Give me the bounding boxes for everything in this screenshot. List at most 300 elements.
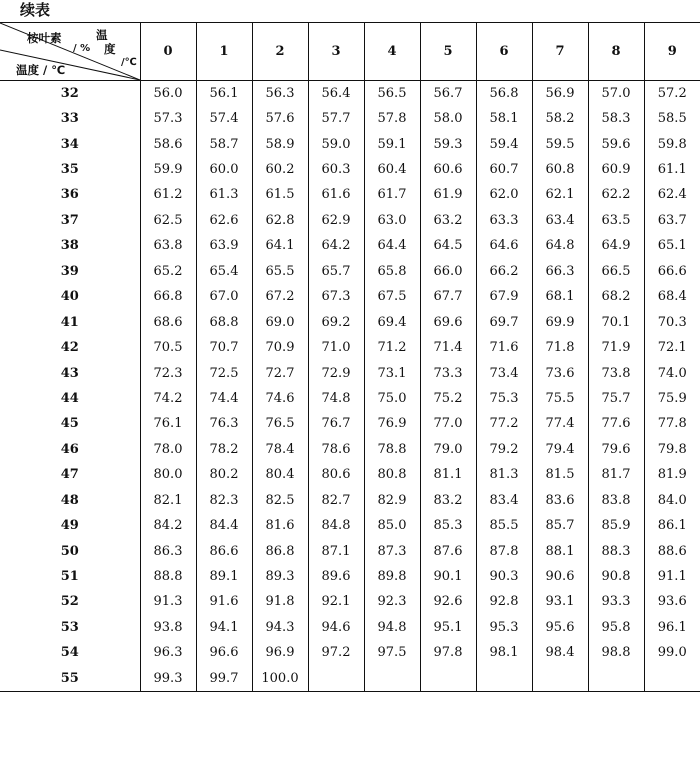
value-cell: 60.3 xyxy=(308,157,364,182)
value-cell xyxy=(364,666,420,691)
value-cell: 56.5 xyxy=(364,81,420,106)
value-cell: 56.4 xyxy=(308,81,364,106)
value-cell: 83.8 xyxy=(588,488,644,513)
row-temperature-cell: 43 xyxy=(60,365,79,381)
table-row xyxy=(0,386,700,411)
column-header: 5 xyxy=(420,23,476,81)
value-cell: 70.5 xyxy=(140,335,196,360)
row-temperature-cell: 42 xyxy=(60,340,79,356)
value-cell: 84.8 xyxy=(308,513,364,538)
value-cell: 58.6 xyxy=(140,131,196,156)
value-cell: 62.6 xyxy=(196,208,252,233)
table-row xyxy=(0,259,700,284)
value-cell: 70.1 xyxy=(588,309,644,334)
row-temperature-cell: 39 xyxy=(60,263,79,279)
value-cell xyxy=(476,666,532,691)
value-cell: 72.7 xyxy=(252,360,308,385)
table-row xyxy=(0,640,700,665)
value-cell: 81.6 xyxy=(252,513,308,538)
table-row xyxy=(0,81,700,106)
header-row xyxy=(0,23,700,81)
table-row xyxy=(0,335,700,360)
value-cell: 79.4 xyxy=(532,437,588,462)
value-cell: 98.1 xyxy=(476,640,532,665)
column-header: 4 xyxy=(364,23,420,81)
value-cell: 80.2 xyxy=(196,462,252,487)
value-cell: 61.7 xyxy=(364,182,420,207)
value-cell: 66.8 xyxy=(140,284,196,309)
table-row xyxy=(0,182,700,207)
value-cell: 80.4 xyxy=(252,462,308,487)
value-cell: 59.8 xyxy=(644,131,700,156)
value-cell: 95.6 xyxy=(532,615,588,640)
value-cell: 58.3 xyxy=(588,106,644,131)
value-cell: 63.5 xyxy=(588,208,644,233)
value-cell: 86.3 xyxy=(140,538,196,563)
table-row xyxy=(0,615,700,640)
value-cell: 57.8 xyxy=(364,106,420,131)
value-cell: 56.8 xyxy=(476,81,532,106)
value-cell: 64.6 xyxy=(476,233,532,258)
value-cell: 92.3 xyxy=(364,589,420,614)
value-cell: 99.7 xyxy=(196,666,252,691)
value-cell: 97.5 xyxy=(364,640,420,665)
value-cell: 74.8 xyxy=(308,386,364,411)
column-header: 0 xyxy=(140,23,196,81)
value-cell: 72.3 xyxy=(140,360,196,385)
corner-label-leaf-moisture: 桉叶素 xyxy=(27,31,62,45)
value-cell: 89.8 xyxy=(364,564,420,589)
value-cell: 65.2 xyxy=(140,259,196,284)
value-cell: 90.3 xyxy=(476,564,532,589)
value-cell: 81.3 xyxy=(476,462,532,487)
table-row xyxy=(0,284,700,309)
value-cell: 95.8 xyxy=(588,615,644,640)
value-cell: 62.4 xyxy=(644,182,700,207)
value-cell: 61.3 xyxy=(196,182,252,207)
value-cell xyxy=(644,666,700,691)
value-cell: 60.6 xyxy=(420,157,476,182)
value-cell: 71.2 xyxy=(364,335,420,360)
value-cell: 87.1 xyxy=(308,538,364,563)
value-cell xyxy=(308,666,364,691)
value-cell: 61.5 xyxy=(252,182,308,207)
value-cell: 63.8 xyxy=(140,233,196,258)
value-cell: 64.8 xyxy=(532,233,588,258)
value-cell: 94.8 xyxy=(364,615,420,640)
column-header: 2 xyxy=(252,23,308,81)
value-cell: 73.4 xyxy=(476,360,532,385)
row-temperature-cell: 44 xyxy=(60,390,79,406)
value-cell: 63.9 xyxy=(196,233,252,258)
value-cell: 75.9 xyxy=(644,386,700,411)
value-cell: 91.3 xyxy=(140,589,196,614)
value-cell: 82.1 xyxy=(140,488,196,513)
row-temperature-cell: 45 xyxy=(60,416,79,432)
value-cell: 69.0 xyxy=(252,309,308,334)
row-temperature-cell: 47 xyxy=(60,467,79,483)
value-cell: 88.3 xyxy=(588,538,644,563)
value-cell: 59.3 xyxy=(420,131,476,156)
value-cell: 81.1 xyxy=(420,462,476,487)
value-cell: 83.4 xyxy=(476,488,532,513)
value-cell: 66.6 xyxy=(644,259,700,284)
value-cell: 61.9 xyxy=(420,182,476,207)
value-cell: 86.8 xyxy=(252,538,308,563)
value-cell: 57.0 xyxy=(588,81,644,106)
value-cell: 91.1 xyxy=(644,564,700,589)
value-cell: 67.2 xyxy=(252,284,308,309)
value-cell: 58.1 xyxy=(476,106,532,131)
value-cell xyxy=(532,666,588,691)
value-cell: 95.1 xyxy=(420,615,476,640)
value-cell: 57.2 xyxy=(644,81,700,106)
table-row xyxy=(0,666,700,691)
value-cell: 63.3 xyxy=(476,208,532,233)
row-temperature-cell: 50 xyxy=(60,543,79,559)
value-cell: 59.0 xyxy=(308,131,364,156)
value-cell: 90.6 xyxy=(532,564,588,589)
value-cell: 67.3 xyxy=(308,284,364,309)
value-cell: 71.6 xyxy=(476,335,532,360)
value-cell: 99.0 xyxy=(644,640,700,665)
value-cell: 80.6 xyxy=(308,462,364,487)
value-cell: 76.1 xyxy=(140,411,196,436)
value-cell: 76.7 xyxy=(308,411,364,436)
column-header: 8 xyxy=(588,23,644,81)
value-cell: 66.5 xyxy=(588,259,644,284)
value-cell: 61.1 xyxy=(644,157,700,182)
value-cell: 85.7 xyxy=(532,513,588,538)
value-cell: 74.2 xyxy=(140,386,196,411)
value-cell: 72.1 xyxy=(644,335,700,360)
value-cell: 57.7 xyxy=(308,106,364,131)
value-cell: 77.8 xyxy=(644,411,700,436)
value-cell: 57.3 xyxy=(140,106,196,131)
table-row xyxy=(0,462,700,487)
value-cell: 88.6 xyxy=(644,538,700,563)
value-cell: 65.5 xyxy=(252,259,308,284)
value-cell: 81.5 xyxy=(532,462,588,487)
value-cell: 61.6 xyxy=(308,182,364,207)
column-header: 6 xyxy=(476,23,532,81)
value-cell: 78.0 xyxy=(140,437,196,462)
value-cell: 64.5 xyxy=(420,233,476,258)
column-header: 9 xyxy=(644,23,700,81)
value-cell: 76.5 xyxy=(252,411,308,436)
value-cell: 68.4 xyxy=(644,284,700,309)
column-header: 3 xyxy=(308,23,364,81)
value-cell: 66.3 xyxy=(532,259,588,284)
value-cell: 56.1 xyxy=(196,81,252,106)
value-cell: 96.3 xyxy=(140,640,196,665)
value-cell: 82.3 xyxy=(196,488,252,513)
table-row xyxy=(0,411,700,436)
value-cell: 97.2 xyxy=(308,640,364,665)
value-cell: 93.3 xyxy=(588,589,644,614)
value-cell: 99.3 xyxy=(140,666,196,691)
value-cell: 90.1 xyxy=(420,564,476,589)
value-cell: 73.8 xyxy=(588,360,644,385)
value-cell: 75.5 xyxy=(532,386,588,411)
value-cell: 58.7 xyxy=(196,131,252,156)
value-cell: 72.5 xyxy=(196,360,252,385)
value-cell: 67.0 xyxy=(196,284,252,309)
table-row xyxy=(0,437,700,462)
corner-label-temp-du: 度 xyxy=(104,42,116,56)
corner-label-row-temperature: 温度 / ℃ xyxy=(16,63,66,77)
value-cell: 69.7 xyxy=(476,309,532,334)
value-cell: 95.3 xyxy=(476,615,532,640)
value-cell: 83.6 xyxy=(532,488,588,513)
corner-label-percent-unit: / % xyxy=(73,43,91,54)
value-cell: 63.0 xyxy=(364,208,420,233)
row-temperature-cell: 36 xyxy=(60,187,79,203)
value-cell: 87.3 xyxy=(364,538,420,563)
value-cell: 85.5 xyxy=(476,513,532,538)
value-cell: 57.4 xyxy=(196,106,252,131)
value-cell: 67.5 xyxy=(364,284,420,309)
column-header: 1 xyxy=(196,23,252,81)
value-cell: 92.1 xyxy=(308,589,364,614)
value-cell: 56.9 xyxy=(532,81,588,106)
value-cell: 85.9 xyxy=(588,513,644,538)
table-row xyxy=(0,513,700,538)
value-cell: 67.7 xyxy=(420,284,476,309)
value-cell: 64.4 xyxy=(364,233,420,258)
value-cell: 76.3 xyxy=(196,411,252,436)
value-cell: 82.5 xyxy=(252,488,308,513)
value-cell: 61.2 xyxy=(140,182,196,207)
value-cell: 59.5 xyxy=(532,131,588,156)
value-cell: 84.0 xyxy=(644,488,700,513)
value-cell: 80.0 xyxy=(140,462,196,487)
value-cell: 84.4 xyxy=(196,513,252,538)
row-temperature-cell: 54 xyxy=(60,645,79,661)
value-cell: 78.2 xyxy=(196,437,252,462)
value-cell: 98.4 xyxy=(532,640,588,665)
value-cell: 85.3 xyxy=(420,513,476,538)
value-cell: 82.9 xyxy=(364,488,420,513)
value-cell: 77.6 xyxy=(588,411,644,436)
row-temperature-cell: 33 xyxy=(60,111,79,127)
value-cell: 78.8 xyxy=(364,437,420,462)
value-cell: 66.0 xyxy=(420,259,476,284)
value-cell: 93.1 xyxy=(532,589,588,614)
value-cell: 79.8 xyxy=(644,437,700,462)
value-cell: 63.7 xyxy=(644,208,700,233)
value-cell: 88.1 xyxy=(532,538,588,563)
value-cell: 76.9 xyxy=(364,411,420,436)
value-cell: 74.6 xyxy=(252,386,308,411)
value-cell: 65.4 xyxy=(196,259,252,284)
value-cell: 88.8 xyxy=(140,564,196,589)
value-cell: 81.7 xyxy=(588,462,644,487)
value-cell: 62.5 xyxy=(140,208,196,233)
value-cell: 73.3 xyxy=(420,360,476,385)
value-cell: 68.8 xyxy=(196,309,252,334)
corner-label-celsius-unit: /℃ xyxy=(121,57,137,68)
value-cell: 98.8 xyxy=(588,640,644,665)
value-cell: 70.9 xyxy=(252,335,308,360)
value-cell: 60.8 xyxy=(532,157,588,182)
value-cell: 73.1 xyxy=(364,360,420,385)
value-cell: 82.7 xyxy=(308,488,364,513)
value-cell: 64.9 xyxy=(588,233,644,258)
value-cell: 94.1 xyxy=(196,615,252,640)
value-cell: 68.1 xyxy=(532,284,588,309)
value-cell: 92.6 xyxy=(420,589,476,614)
value-cell: 75.2 xyxy=(420,386,476,411)
value-cell: 71.8 xyxy=(532,335,588,360)
value-cell: 65.8 xyxy=(364,259,420,284)
data-table-container xyxy=(0,22,700,692)
value-cell: 56.3 xyxy=(252,81,308,106)
row-temperature-cell: 46 xyxy=(60,441,79,457)
value-cell: 68.2 xyxy=(588,284,644,309)
value-cell: 62.2 xyxy=(588,182,644,207)
value-cell: 64.1 xyxy=(252,233,308,258)
value-cell xyxy=(588,666,644,691)
value-cell: 87.6 xyxy=(420,538,476,563)
value-cell: 73.6 xyxy=(532,360,588,385)
value-cell: 60.4 xyxy=(364,157,420,182)
value-cell: 69.6 xyxy=(420,309,476,334)
value-cell: 58.2 xyxy=(532,106,588,131)
table-row xyxy=(0,360,700,385)
table-body xyxy=(0,81,700,692)
value-cell: 77.0 xyxy=(420,411,476,436)
value-cell: 79.0 xyxy=(420,437,476,462)
value-cell: 60.9 xyxy=(588,157,644,182)
value-cell: 56.7 xyxy=(420,81,476,106)
row-temperature-cell: 55 xyxy=(0,666,140,691)
value-cell: 94.6 xyxy=(308,615,364,640)
table-caption: 续表 xyxy=(20,1,51,19)
value-cell: 96.6 xyxy=(196,640,252,665)
value-cell: 62.0 xyxy=(476,182,532,207)
value-cell: 64.2 xyxy=(308,233,364,258)
value-cell: 65.7 xyxy=(308,259,364,284)
value-cell: 67.9 xyxy=(476,284,532,309)
value-cell: 86.1 xyxy=(644,513,700,538)
lookup-table xyxy=(0,22,700,692)
value-cell: 74.0 xyxy=(644,360,700,385)
value-cell: 93.6 xyxy=(644,589,700,614)
value-cell: 89.1 xyxy=(196,564,252,589)
table-row xyxy=(0,564,700,589)
value-cell: 58.5 xyxy=(644,106,700,131)
value-cell: 71.4 xyxy=(420,335,476,360)
row-temperature-cell: 40 xyxy=(60,289,79,305)
value-cell: 56.0 xyxy=(140,81,196,106)
value-cell: 59.4 xyxy=(476,131,532,156)
table-row xyxy=(0,157,700,182)
column-header: 7 xyxy=(532,23,588,81)
row-temperature-cell: 51 xyxy=(60,569,79,585)
value-cell: 62.8 xyxy=(252,208,308,233)
value-cell: 60.2 xyxy=(252,157,308,182)
value-cell: 70.3 xyxy=(644,309,700,334)
value-cell: 75.0 xyxy=(364,386,420,411)
value-cell: 72.9 xyxy=(308,360,364,385)
value-cell: 79.6 xyxy=(588,437,644,462)
value-cell: 92.8 xyxy=(476,589,532,614)
value-cell: 87.8 xyxy=(476,538,532,563)
value-cell: 58.0 xyxy=(420,106,476,131)
row-temperature-cell: 35 xyxy=(60,162,79,178)
value-cell: 62.9 xyxy=(308,208,364,233)
value-cell: 66.2 xyxy=(476,259,532,284)
value-cell: 57.6 xyxy=(252,106,308,131)
table-row xyxy=(0,589,700,614)
table-row xyxy=(0,538,700,563)
row-temperature-cell: 49 xyxy=(60,518,79,534)
value-cell: 91.8 xyxy=(252,589,308,614)
value-cell: 68.6 xyxy=(140,309,196,334)
value-cell: 93.8 xyxy=(140,615,196,640)
value-cell: 69.2 xyxy=(308,309,364,334)
value-cell: 77.4 xyxy=(532,411,588,436)
value-cell: 77.2 xyxy=(476,411,532,436)
value-cell: 89.6 xyxy=(308,564,364,589)
value-cell: 59.9 xyxy=(140,157,196,182)
value-cell: 58.9 xyxy=(252,131,308,156)
value-cell: 78.4 xyxy=(252,437,308,462)
corner-label-temp-wen: 温 xyxy=(96,28,108,42)
value-cell: 71.9 xyxy=(588,335,644,360)
table-row xyxy=(0,309,700,334)
corner-header-cell xyxy=(0,23,140,81)
table-row xyxy=(0,488,700,513)
value-cell: 75.7 xyxy=(588,386,644,411)
value-cell: 59.6 xyxy=(588,131,644,156)
table-row xyxy=(0,131,700,156)
table-row xyxy=(0,233,700,258)
value-cell: 60.0 xyxy=(196,157,252,182)
row-temperature-cell: 32 xyxy=(60,85,79,101)
table-row xyxy=(0,208,700,233)
row-temperature-cell: 48 xyxy=(60,492,79,508)
value-cell: 91.6 xyxy=(196,589,252,614)
value-cell: 78.6 xyxy=(308,437,364,462)
value-cell: 69.4 xyxy=(364,309,420,334)
row-temperature-cell: 34 xyxy=(60,136,79,152)
value-cell: 85.0 xyxy=(364,513,420,538)
value-cell: 96.1 xyxy=(644,615,700,640)
value-cell: 94.3 xyxy=(252,615,308,640)
value-cell xyxy=(420,666,476,691)
value-cell: 71.0 xyxy=(308,335,364,360)
value-cell: 79.2 xyxy=(476,437,532,462)
row-temperature-cell: 52 xyxy=(60,594,79,610)
row-temperature-cell: 38 xyxy=(60,238,79,254)
value-cell: 97.8 xyxy=(420,640,476,665)
value-cell: 81.9 xyxy=(644,462,700,487)
value-cell: 86.6 xyxy=(196,538,252,563)
value-cell: 90.8 xyxy=(588,564,644,589)
value-cell: 62.1 xyxy=(532,182,588,207)
value-cell: 69.9 xyxy=(532,309,588,334)
value-cell: 89.3 xyxy=(252,564,308,589)
value-cell: 83.2 xyxy=(420,488,476,513)
row-temperature-cell: 41 xyxy=(60,314,79,330)
value-cell: 60.7 xyxy=(476,157,532,182)
value-cell: 59.1 xyxy=(364,131,420,156)
row-temperature-cell: 37 xyxy=(60,212,79,228)
value-cell: 84.2 xyxy=(140,513,196,538)
value-cell: 80.8 xyxy=(364,462,420,487)
